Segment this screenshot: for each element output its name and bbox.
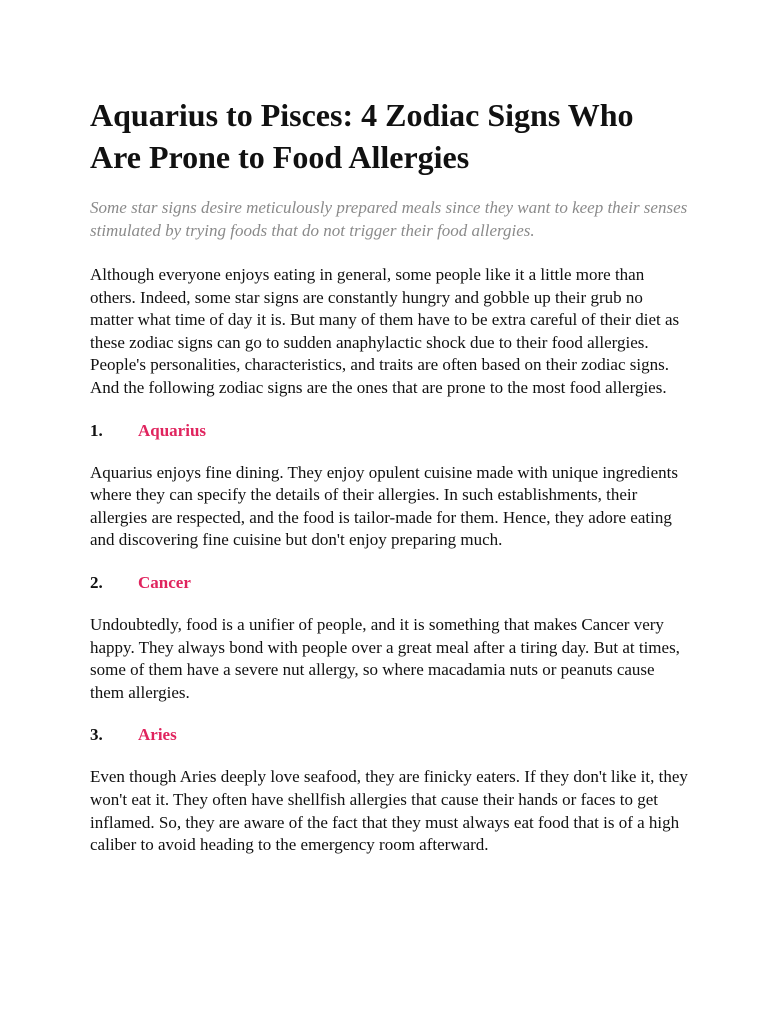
section-heading-aries — [90, 724, 690, 746]
section-number: 2. — [90, 572, 103, 592]
section-name-aquarius: Aquarius — [138, 420, 207, 440]
section-body-aquarius: Aquarius enjoys fine dining. They enjoy opulent cuisine made with unique ingredients where they can specify the details of their allergies. In such establishments, their allergies are respected, and the food is tailor-made for them. Hence, they adore eating and discovering fine cuisine but don't enjoy preparing much. — [90, 462, 678, 550]
section-body-cancer: Undoubtedly, food is a unifier of people, and it is something that makes Cancer very happy. They always bond with people over a great meal after a tiring day. But at times, some of them have a severe nut allergy, so where macadamia nuts or peanuts cause them allergies. — [90, 614, 680, 702]
article — [90, 94, 690, 857]
section-heading-cancer — [90, 572, 690, 594]
section-number: 1. — [90, 420, 103, 440]
section-name-aries: Aries — [138, 725, 177, 745]
section-number: 3. — [90, 725, 103, 745]
section-name-cancer: Cancer — [138, 572, 191, 592]
intro-paragraph: Although everyone enjoys eating in general, some people like it a little more than others. Indeed, some star signs are constantly hungry and gobble up their grub no matter what time of day it is. But many of them have to be extra careful of their diet as these zodiac signs can go to sudden anaphylactic shock due to their food allergies. People's personalities, characteristics, and traits are often based on their zodiac signs. And the following zodiac signs are the ones that are prone to the most food allergies. — [90, 265, 680, 397]
article-title: Aquarius to Pisces: 4 Zodiac Signs Who Are Prone to Food Allergies — [90, 97, 634, 175]
article-subtitle: Some star signs desire meticulously prepared meals since they want to keep their senses stimulated by trying foods that do not trigger their food allergies. — [90, 198, 688, 240]
section-heading-aquarius — [90, 420, 690, 442]
section-body-aries: Even though Aries deeply love seafood, they are finicky eaters. If they don't like it, they won't eat it. They often have shellfish allergies that cause their hands or faces to get inflamed. So, they are aware of the fact that they must always eat food that is of a high caliber to avoid heading to the emergency room afterward. — [90, 767, 688, 855]
